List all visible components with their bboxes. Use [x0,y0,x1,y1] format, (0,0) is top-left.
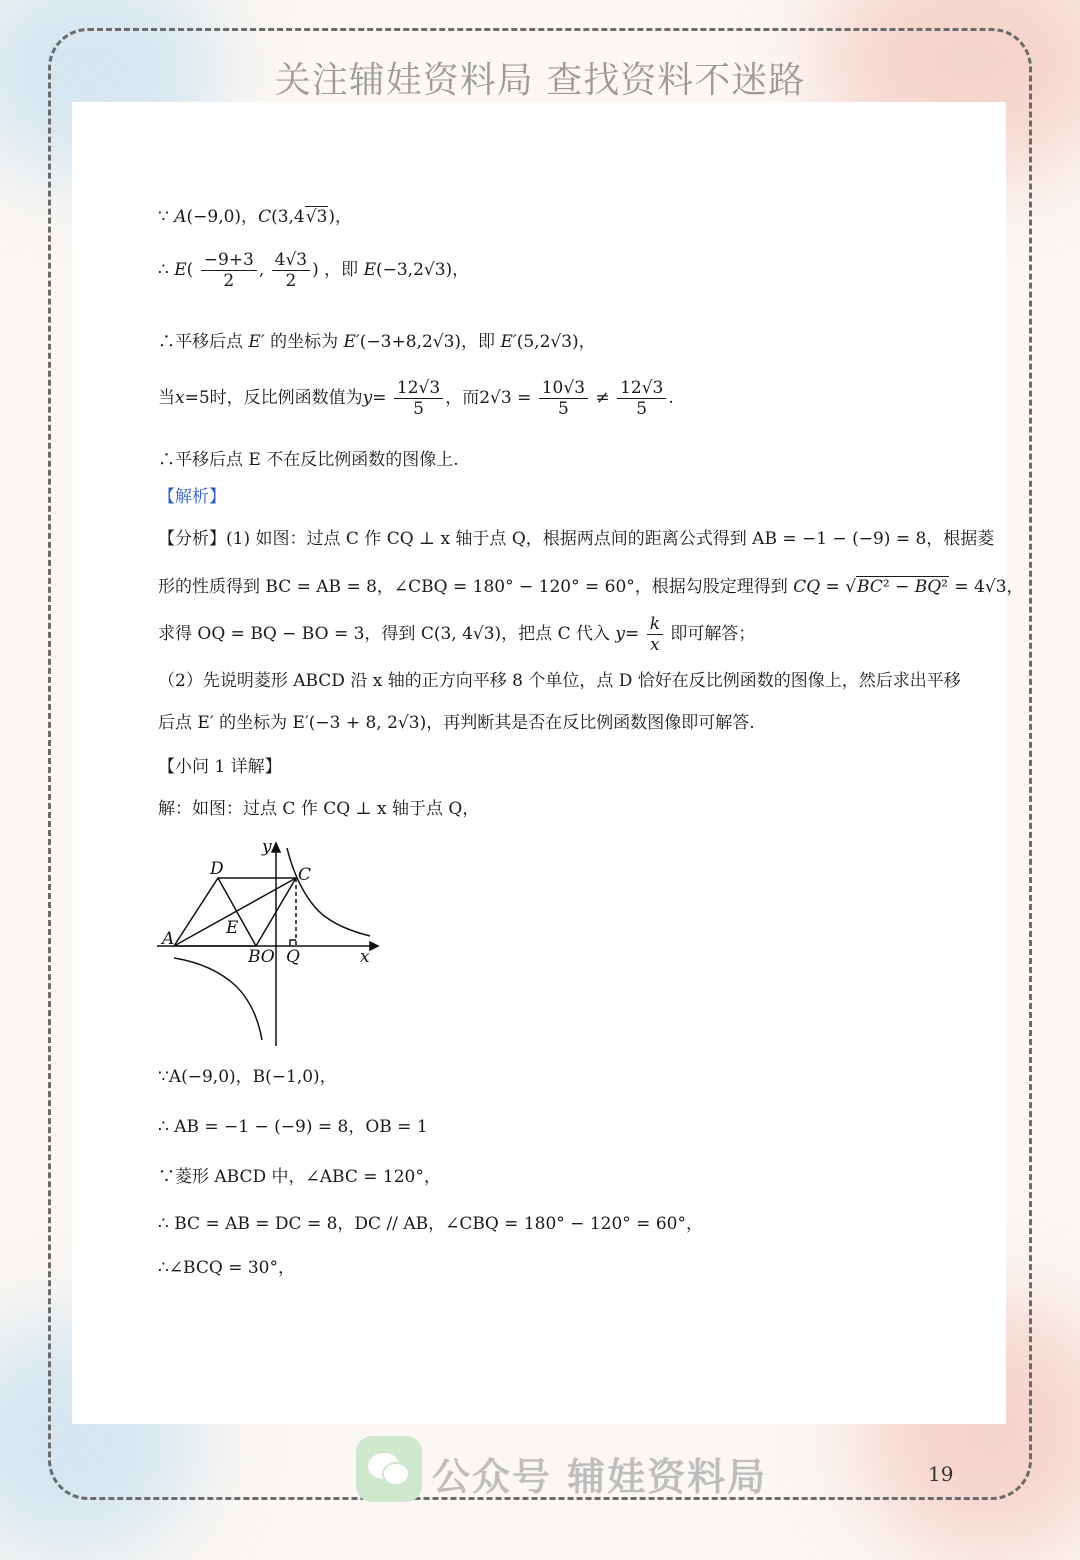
text-line: ∵ A(−9,0)，C(3,4√3)， [158,207,353,227]
text-line: 【分析】(1) 如图：过点 C 作 CQ ⊥ x 轴于点 Q，根据两点间的距离公式得到 AB = −1 − (−9) = 8，根据菱 [158,529,995,549]
right-angle-mark [290,940,296,946]
wechat-icon [356,1436,422,1502]
label-x: x [360,947,370,967]
footer-watermark: 公众号 辅娃资料局 [432,1455,768,1499]
text-line: 解：如图：过点 C 作 CQ ⊥ x 轴于点 Q， [158,799,480,819]
hyperbola-left [174,958,262,1040]
hyperbola-right [287,848,370,936]
section-heading: 【小问 1 详解】 [158,757,282,777]
text-line: ∴平移后点 E′ 的坐标为 E′(−3+8,2√3)，即 E′(5,2√3)， [158,332,596,352]
label-d: D [210,859,224,879]
page-number: 19 [928,1462,954,1486]
label-a: A [162,929,175,949]
label-q: Q [286,947,300,967]
text-line: 形的性质得到 BC = AB = 8，∠CBQ = 180° − 120° = 60°，根据勾股定理得到 CQ = √BC² − BQ² = 4√3， [158,577,1024,597]
label-c: C [298,865,312,885]
text-line: ∴平移后点 E 不在反比例函数的图像上. [158,450,459,470]
x-axis-arrow [370,942,378,950]
text-line: ∴ BC = AB = DC = 8，DC // AB，∠CBQ = 180° − 120° = 60°， [158,1214,703,1234]
text-line: ∵菱形 ABCD 中，∠ABC = 120°， [158,1167,441,1187]
text-line: ∴ E( $\frac{-9+3}{2}$ , $\frac{4√3}{2}$ ) ，即 E(−3,2√3)， [158,250,470,291]
text-line: ∴ AB = −1 − (−9) = 8，OB = 1 [158,1117,428,1137]
text-line: ∵A(−9,0)，B(−1,0)， [158,1067,337,1087]
section-heading: 【解析】 [158,487,226,507]
y-axis-arrow [272,843,280,852]
page-header: 关注辅娃资料局 查找资料不迷路 [274,60,806,101]
text-line: 当x=5时，反比例函数值为y= $\frac{12√3}{5}$ ，而2√3 = $\frac{10√3}{5}$ ≠ $\frac{12√3}{5}$ . [158,378,674,419]
label-e: E [226,918,239,938]
label-y: y [262,837,272,857]
rhombus-figure [152,836,382,1051]
text-line: 后点 E′ 的坐标为 E′(−3 + 8, 2√3)，再判断其是否在反比例函数图像即可解答. [158,713,755,733]
text-line: （2）先说明菱形 ABCD 沿 x 轴的正方向平移 8 个单位，点 D 恰好在反比例函数的图像上，然后求出平移 [158,671,961,691]
label-bo: BO [248,947,275,967]
text-line: 求得 OQ = BQ − BO = 3，得到 C(3, 4√3)，把点 C 代入 y= $\frac{k}{x}$ 即可解答； [158,614,756,655]
text-line: ∴∠BCQ = 30°， [158,1258,295,1278]
